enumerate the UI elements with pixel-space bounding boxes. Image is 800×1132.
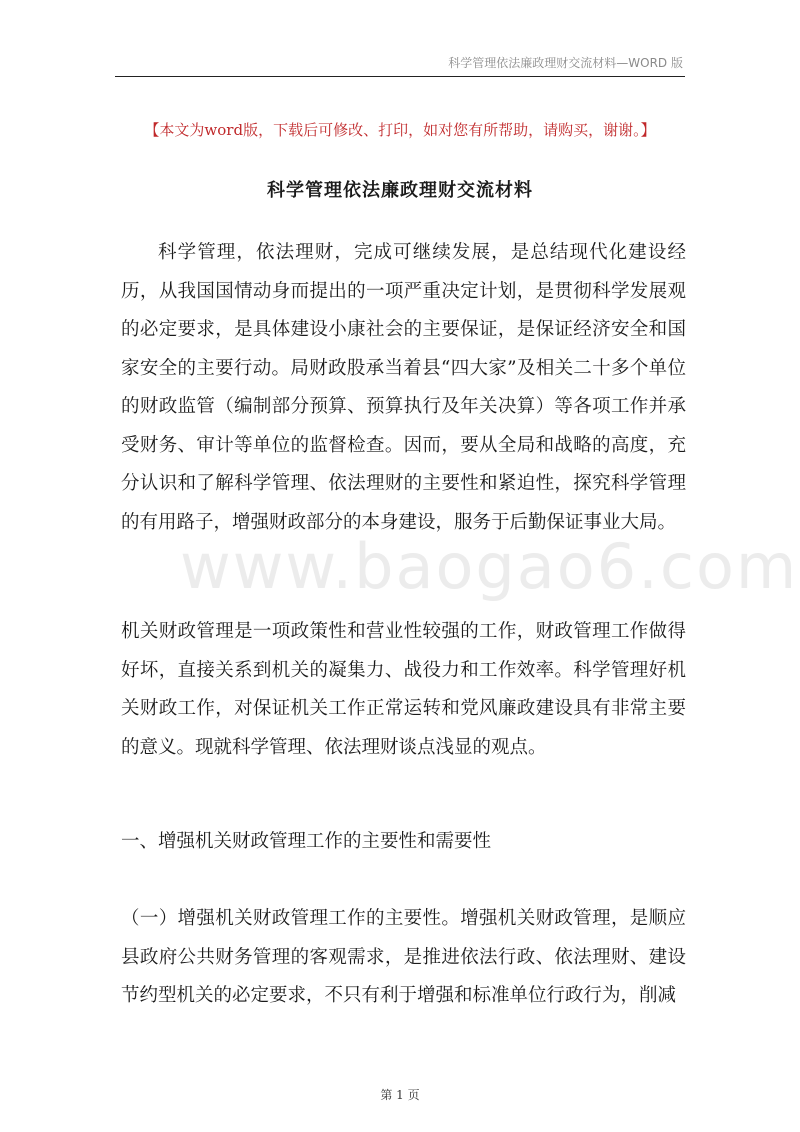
paragraph-subsection-1: （一）增强机关财政管理工作的主要性。增强机关财政管理，是顺应县政府公共财务管理的客观需求，是推进依法行政、依法理财、建设节约型机关的必定要求，不只有利于增强和标准单位行政行为，削减 xyxy=(121,908,686,1006)
paragraph-finance-management: 机关财政管理是一项政策性和营业性较强的工作，财政管理工作做得好坏，直接关系到机关的凝集力、战役力和工作效率。科学管理好机关财政工作，对保证机关工作正常运转和党风廉政建设具有非常主要的意义。现就科学管理、依法理财谈点浅显的观点。 xyxy=(121,621,686,758)
paragraph-intro: 科学管理，依法理财，完成可继续发展，是总结现代化建设经历，从我国国情动身而提出的一项严重决定计划，是贯彻科学发展观的必定要求，是具体建设小康社会的主要保证，是保证经济安全和国家安全的主要行动。局财政股承当着县“四大家”及相关二十多个单位的财政监管（编制部分预算、预算执行及年关决算）等各项工作并承受财务、审计等单位的监督检查。因而，要从全局和战略的高度，充分认识和了解科学管理、依法理财的主要性和紧迫性，探究科学管理的有用路子，增强财政部分的本身建设，服务于后勤保证事业大局。 xyxy=(121,242,686,533)
page-header xyxy=(115,50,685,77)
watermark: www.baogao6.com xyxy=(180,530,799,603)
page-number: 第 1 页 xyxy=(380,1088,420,1102)
section-heading-1: 一、增强机关财政管理工作的主要性和需要性 xyxy=(121,831,492,852)
header-title: 科学管理依法廉政理财交流材料—WORD 版 xyxy=(448,56,683,70)
document-title: 科学管理依法廉政理财交流材料 xyxy=(267,180,533,201)
download-notice: 【本文为word版，下载后可修改、打印，如对您有所帮助，请购买，谢谢。】 xyxy=(144,121,656,139)
